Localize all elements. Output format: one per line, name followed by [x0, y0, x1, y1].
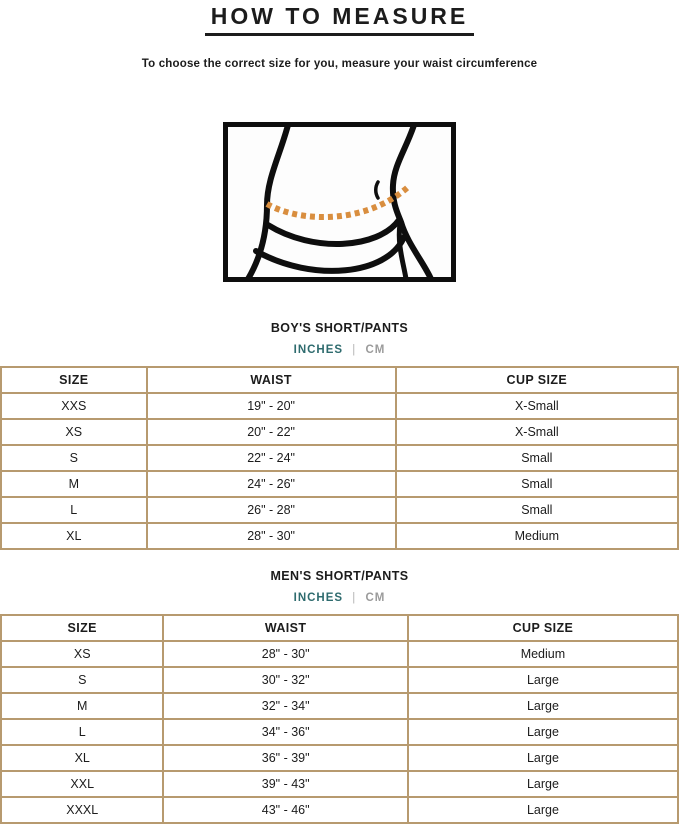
- table-cell: XS: [1, 641, 163, 667]
- column-header: SIZE: [1, 367, 147, 393]
- waist-measurement-illustration: [223, 122, 456, 282]
- table-cell: 20" - 22": [147, 419, 396, 445]
- unit-separator: |: [352, 344, 357, 356]
- table-cell: M: [1, 693, 163, 719]
- table-row: [1, 719, 678, 745]
- table-row: [1, 771, 678, 797]
- table-cell: XXL: [1, 771, 163, 797]
- table-cell: 24" - 26": [147, 471, 396, 497]
- table-cell: L: [1, 497, 147, 523]
- table-cell: 30" - 32": [163, 667, 407, 693]
- column-header: WAIST: [163, 615, 407, 641]
- table-cell: Small: [396, 471, 678, 497]
- units-toggle-boys: [0, 344, 679, 356]
- measuring-tape-dashed-line: [267, 187, 408, 217]
- table-cell: Large: [408, 771, 678, 797]
- table-cell: M: [1, 471, 147, 497]
- table-cell: 34" - 36": [163, 719, 407, 745]
- table-cell: 22" - 24": [147, 445, 396, 471]
- page-title: HOW TO MEASURE: [205, 3, 475, 36]
- table-cell: Large: [408, 797, 678, 823]
- table-cell: Small: [396, 445, 678, 471]
- table-cell: 19" - 20": [147, 393, 396, 419]
- table-header-row: [1, 367, 678, 393]
- size-table-mens: [0, 614, 679, 824]
- table-cell: 28" - 30": [163, 641, 407, 667]
- table-row: [1, 419, 678, 445]
- table-row: [1, 497, 678, 523]
- table-cell: XL: [1, 523, 147, 549]
- navel-mark: [376, 182, 378, 198]
- table-cell: 28" - 30": [147, 523, 396, 549]
- table-cell: Medium: [396, 523, 678, 549]
- table-row: [1, 393, 678, 419]
- column-header: CUP SIZE: [408, 615, 678, 641]
- table-row: [1, 797, 678, 823]
- section-heading-mens: MEN'S SHORT/PANTS: [270, 569, 409, 583]
- table-cell: Small: [396, 497, 678, 523]
- waistband-upper-line: [268, 220, 399, 244]
- table-cell: 32" - 34": [163, 693, 407, 719]
- column-header: WAIST: [147, 367, 396, 393]
- page-header: [0, 3, 679, 36]
- table-cell: X-Small: [396, 393, 678, 419]
- table-cell: 43" - 46": [163, 797, 407, 823]
- table-cell: Medium: [408, 641, 678, 667]
- table-cell: XS: [1, 419, 147, 445]
- table-cell: XXS: [1, 393, 147, 419]
- table-cell: X-Small: [396, 419, 678, 445]
- table-cell: Large: [408, 693, 678, 719]
- column-header: CUP SIZE: [396, 367, 678, 393]
- column-header: SIZE: [1, 615, 163, 641]
- table-header-row: [1, 615, 678, 641]
- table-row: [1, 445, 678, 471]
- unit-separator: |: [352, 592, 357, 604]
- table-row: [1, 693, 678, 719]
- table-row: [1, 523, 678, 549]
- table-row: [1, 471, 678, 497]
- cm-option[interactable]: CM: [365, 592, 386, 604]
- table-cell: S: [1, 445, 147, 471]
- section-heading-boys: BOY'S SHORT/PANTS: [270, 321, 409, 335]
- units-toggle-mens: [0, 592, 679, 604]
- table-cell: Large: [408, 667, 678, 693]
- table-cell: XL: [1, 745, 163, 771]
- inches-option[interactable]: INCHES: [293, 592, 344, 604]
- table-cell: XXXL: [1, 797, 163, 823]
- table-cell: 39" - 43": [163, 771, 407, 797]
- table-cell: 26" - 28": [147, 497, 396, 523]
- table-row: [1, 667, 678, 693]
- table-cell: Large: [408, 719, 678, 745]
- table-cell: L: [1, 719, 163, 745]
- size-table-boys: [0, 366, 679, 550]
- table-row: [1, 641, 678, 667]
- table-cell: S: [1, 667, 163, 693]
- right-body-line: [393, 127, 431, 277]
- page-subtitle: To choose the correct size for you, measure your waist circumference: [141, 58, 538, 70]
- cm-option[interactable]: CM: [365, 344, 386, 356]
- table-row: [1, 745, 678, 771]
- waist-diagram-svg: [228, 127, 451, 277]
- table-cell: Large: [408, 745, 678, 771]
- inches-option[interactable]: INCHES: [293, 344, 344, 356]
- table-cell: 36" - 39": [163, 745, 407, 771]
